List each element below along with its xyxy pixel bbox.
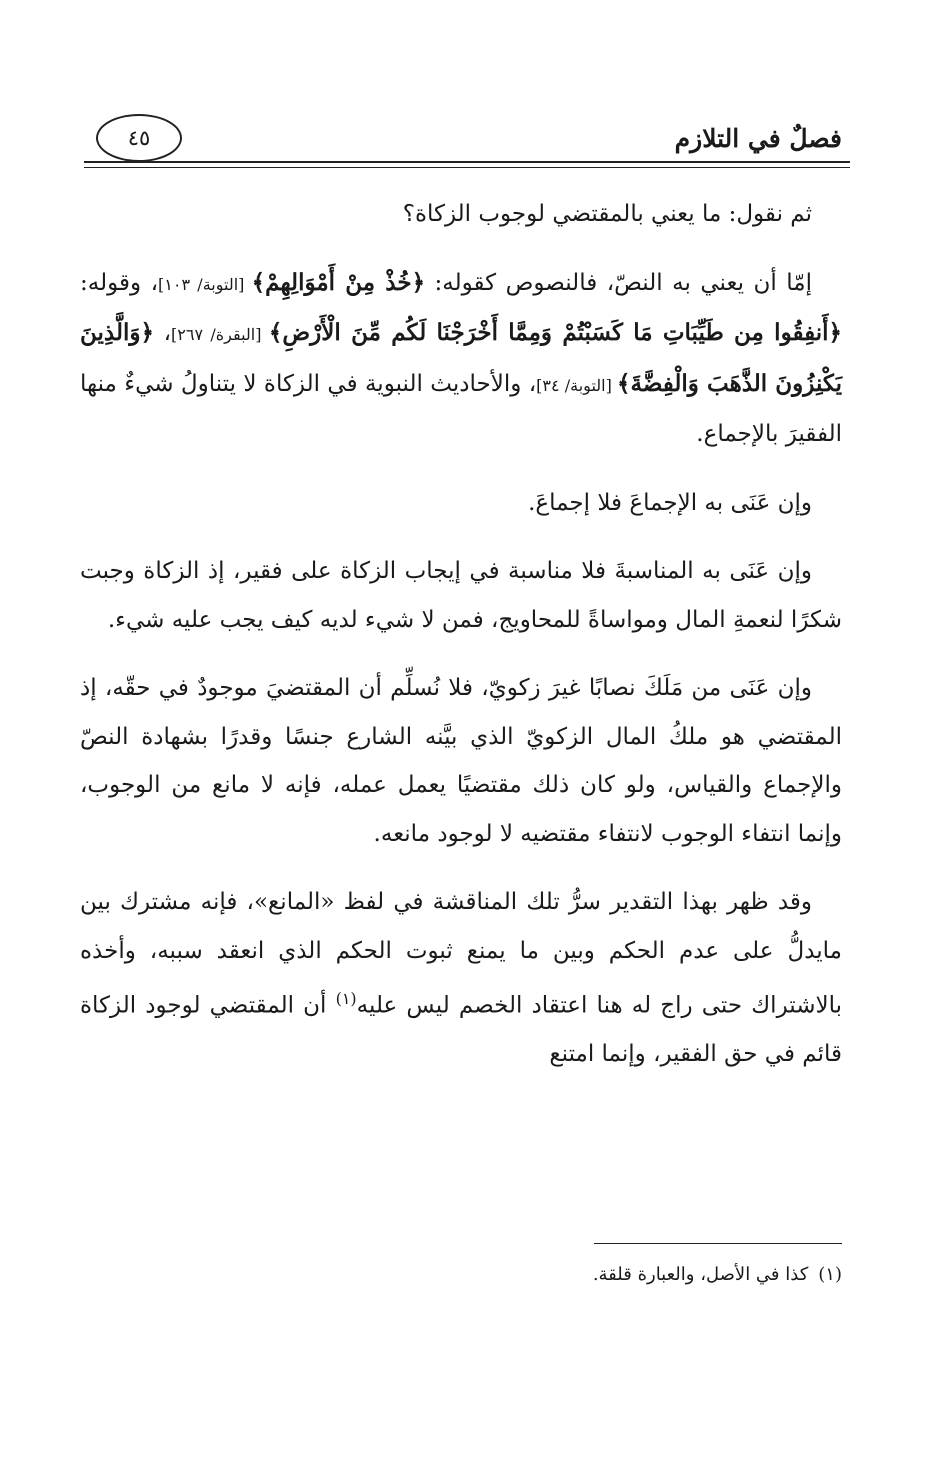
header-rule-thin	[84, 167, 850, 168]
paragraph-5: وإن عَنَى من مَلَكَ نصابًا غيرَ زكويّ، فلا نُسلِّم أن المقتضيَ موجودٌ في حقّه، إذ المقتضي هو ملكُ المال الزكويّ الذي بيَّنه الشارع جنسًا وقدرًا بشهادة النصّ والإجماع والقياس، ولو كان ذلك مقتضيًا يعمل عمله، فإنه لا مانع من الوجوب، وإنما انتفاء الوجوب لانتفاء مقتضيه لا لوجود مانعه.	[80, 675, 842, 847]
header-rule	[84, 161, 850, 163]
paragraph-2	[80, 259, 842, 459]
footnote	[593, 1264, 842, 1285]
paragraph-1: ثم نقول: ما يعني بالمقتضي لوجوب الزكاة؟	[402, 201, 812, 227]
quran-quote: ﴿خُذْ مِنْ أَمْوَالِهِمْ﴾	[251, 268, 426, 296]
text-run: ، وقوله:	[80, 269, 158, 296]
main-text	[80, 190, 842, 1099]
footnote-number: (١)	[818, 1264, 842, 1285]
paragraph-4: وإن عَنَى به المناسبةَ فلا مناسبة في إيجاب الزكاة على فقير، إذ الزكاة وجبت شكرًا لنعمةِ المال ومواساةً للمحاويج، فمن لا شيء لديه كيف يجب عليه شيء.	[80, 558, 842, 633]
footnote-marker: (١)	[335, 989, 357, 1008]
running-title: فصلٌ في التلازم	[674, 124, 842, 153]
page-number: ٤٥	[96, 114, 182, 162]
text-run: وقد ظهر بهذا التقدير سرُّ تلك المناقشة في لفظ «المانع»، فإنه مشترك بين مايدلُّ على عدم الحكم وبين ما يمنع ثبوت الحكم الذي انعقد سببه، وأخذه بالاشتراك حتى راج له هنا اعتقاد الخصم ليس عليه	[80, 889, 842, 1019]
footnote-rule	[594, 1243, 842, 1244]
text-run: ، والأحاديث النبوية في الزكاة لا يتناولُ شيءٌ منها الفقيرَ بالإجماع.	[80, 370, 842, 447]
quran-reference: [البقرة/ ٢٦٧]	[171, 325, 269, 344]
quran-quote: ﴿أَنفِقُوا مِن طَيِّبَاتِ مَا كَسَبْتُمْ وَمِمَّا أَخْرَجْنَا لَكُم مِّنَ الْأَرْضِ﴾	[268, 319, 842, 346]
text-run: ،	[153, 320, 171, 346]
text-run: إمّا أن يعني به النصّ، فالنصوص كقوله:	[425, 269, 812, 296]
quran-reference: [التوبة/ ١٠٣]	[158, 274, 252, 294]
footnote-text: كذا في الأصل، والعبارة قلقة.	[592, 1264, 809, 1285]
text-run: أن المقتضي لوجود الزكاة قائم في حق الفقير، وإنما امتنع	[80, 992, 842, 1068]
page-header	[84, 112, 842, 162]
paragraph-6	[80, 878, 842, 1079]
quran-quote: ﴿وَالَّذِينَ يَكْنِزُونَ الذَّهَبَ وَالْفِضَّةَ﴾	[80, 319, 843, 397]
quran-reference: [التوبة/ ٣٤]	[536, 375, 618, 395]
paragraph-3: وإن عَنَى به الإجماعَ فلا إجماعَ.	[528, 489, 812, 516]
